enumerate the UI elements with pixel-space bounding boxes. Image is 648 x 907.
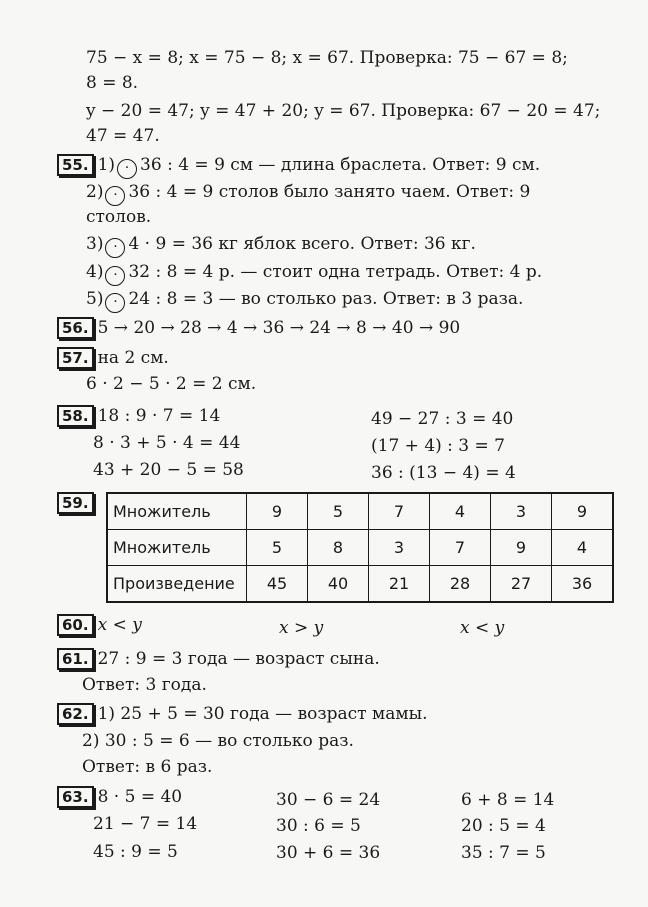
exercise-58-right-3: 36 : (13 − 4) = 4 [371, 463, 516, 483]
exercise-63-c2-2: 30 : 6 = 5 [276, 816, 361, 836]
exercise-55-line-2: 2) ⋅ 36 : 4 = 9 столов было занято чаем. Ответ: 9 [86, 181, 530, 206]
therefore-symbol: ⋅ [105, 238, 125, 258]
exercise-56: 56. 5 → 20 → 28 → 4 → 36 → 24 → 8 → 40 → 90 [57, 317, 460, 339]
row-header: Произведение [107, 566, 247, 603]
exercise-number: 62. [57, 703, 94, 725]
table-cell: 9 [491, 530, 552, 566]
exercise-57-line-2: 6 · 2 − 5 · 2 = 2 см. [86, 374, 257, 394]
table-cell: 5 [308, 493, 369, 530]
table-row [107, 530, 613, 566]
exercise-58-left-3: 43 + 20 − 5 = 58 [93, 460, 244, 480]
row-header: Множитель [107, 530, 247, 566]
exercise-63-c2-1: 30 − 6 = 24 [276, 790, 381, 810]
table-cell: 4 [430, 493, 491, 530]
row-header: Множитель [107, 493, 247, 530]
exercise-59-label [57, 492, 98, 514]
table-cell: 3 [491, 493, 552, 530]
intro-line-4: 47 = 47. [86, 126, 160, 146]
exercise-58-right-1: 49 − 27 : 3 = 40 [371, 409, 514, 429]
exercise-62-line-3: Ответ: в 6 раз. [82, 757, 213, 777]
exercise-63-c3-3: 35 : 7 = 5 [461, 843, 546, 863]
exercise-number: 57. [57, 347, 94, 369]
exercise-number: 55. [57, 154, 94, 176]
therefore-symbol: ⋅ [105, 266, 125, 286]
table-cell: 5 [247, 530, 308, 566]
exercise-number: 59. [57, 492, 94, 514]
table-cell: 27 [491, 566, 552, 603]
table-cell: 28 [430, 566, 491, 603]
exercise-63-c3-2: 20 : 5 = 4 [461, 816, 546, 836]
exercise-number: 61. [57, 648, 94, 670]
intro-line-3: y − 20 = 47; y = 47 + 20; y = 67. Проверка: 67 − 20 = 47; [86, 101, 601, 121]
therefore-symbol: ⋅ [105, 186, 125, 206]
exercise-60-c: x < y [460, 618, 505, 638]
table-cell: 36 [552, 566, 614, 603]
exercise-55-line-5: 5) ⋅ 24 : 8 = 3 — во столько раз. Ответ: в 3 раза. [86, 288, 523, 313]
exercise-57-line-1: 57. на 2 см. [57, 347, 169, 369]
exercise-55-line-1: 55. 1) ⋅ 36 : 4 = 9 см — длина браслета. Ответ: 9 см. [57, 154, 540, 179]
exercise-58-left-1: 58. 18 : 9 · 7 = 14 [57, 405, 220, 427]
exercise-61-line-2: Ответ: 3 года. [82, 675, 207, 695]
exercise-63-c2-3: 30 + 6 = 36 [276, 843, 381, 863]
exercise-63-c3-1: 6 + 8 = 14 [461, 790, 555, 810]
table-cell: 45 [247, 566, 308, 603]
exercise-55-line-4: 4) ⋅ 32 : 8 = 4 р. — стоит одна тетрадь. Ответ: 4 р. [86, 261, 542, 286]
exercise-55-line-3: 3) ⋅ 4 · 9 = 36 кг яблок всего. Ответ: 36 кг. [86, 233, 476, 258]
therefore-symbol: ⋅ [117, 159, 137, 179]
exercise-63-c1-1: 63. 8 · 5 = 40 [57, 786, 182, 808]
table-cell: 7 [430, 530, 491, 566]
exercise-63-c1-3: 45 : 9 = 5 [93, 842, 178, 862]
exercise-number: 63. [57, 786, 94, 808]
table-cell: 8 [308, 530, 369, 566]
exercise-62-line-1: 62. 1) 25 + 5 = 30 года — возраст мамы. [57, 703, 428, 725]
exercise-number: 58. [57, 405, 94, 427]
exercise-60-b: x > y [279, 618, 324, 638]
table-row [107, 493, 613, 530]
exercise-number: 56. [57, 317, 94, 339]
table-cell: 21 [369, 566, 430, 603]
intro-line-2: 8 = 8. [86, 73, 139, 93]
table-cell: 7 [369, 493, 430, 530]
table-cell: 3 [369, 530, 430, 566]
exercise-61-line-1: 61. 27 : 9 = 3 года — возраст сына. [57, 648, 380, 670]
table-cell: 9 [552, 493, 614, 530]
table-cell: 40 [308, 566, 369, 603]
exercise-60: 60. x < y [57, 614, 142, 636]
exercise-63-c1-2: 21 − 7 = 14 [93, 814, 198, 834]
multiplication-table [106, 492, 614, 603]
exercise-number: 60. [57, 614, 94, 636]
exercise-58-left-2: 8 · 3 + 5 · 4 = 44 [93, 433, 241, 453]
therefore-symbol: ⋅ [105, 293, 125, 313]
table-cell: 9 [247, 493, 308, 530]
exercise-62-line-2: 2) 30 : 5 = 6 — во столько раз. [82, 731, 354, 751]
exercise-55-line-2b: столов. [86, 207, 152, 227]
table-cell: 4 [552, 530, 614, 566]
table-row [107, 566, 613, 603]
exercise-58-right-2: (17 + 4) : 3 = 7 [371, 436, 505, 456]
intro-line-1: 75 − x = 8; x = 75 − 8; x = 67. Проверка: 75 − 67 = 8; [86, 48, 568, 68]
